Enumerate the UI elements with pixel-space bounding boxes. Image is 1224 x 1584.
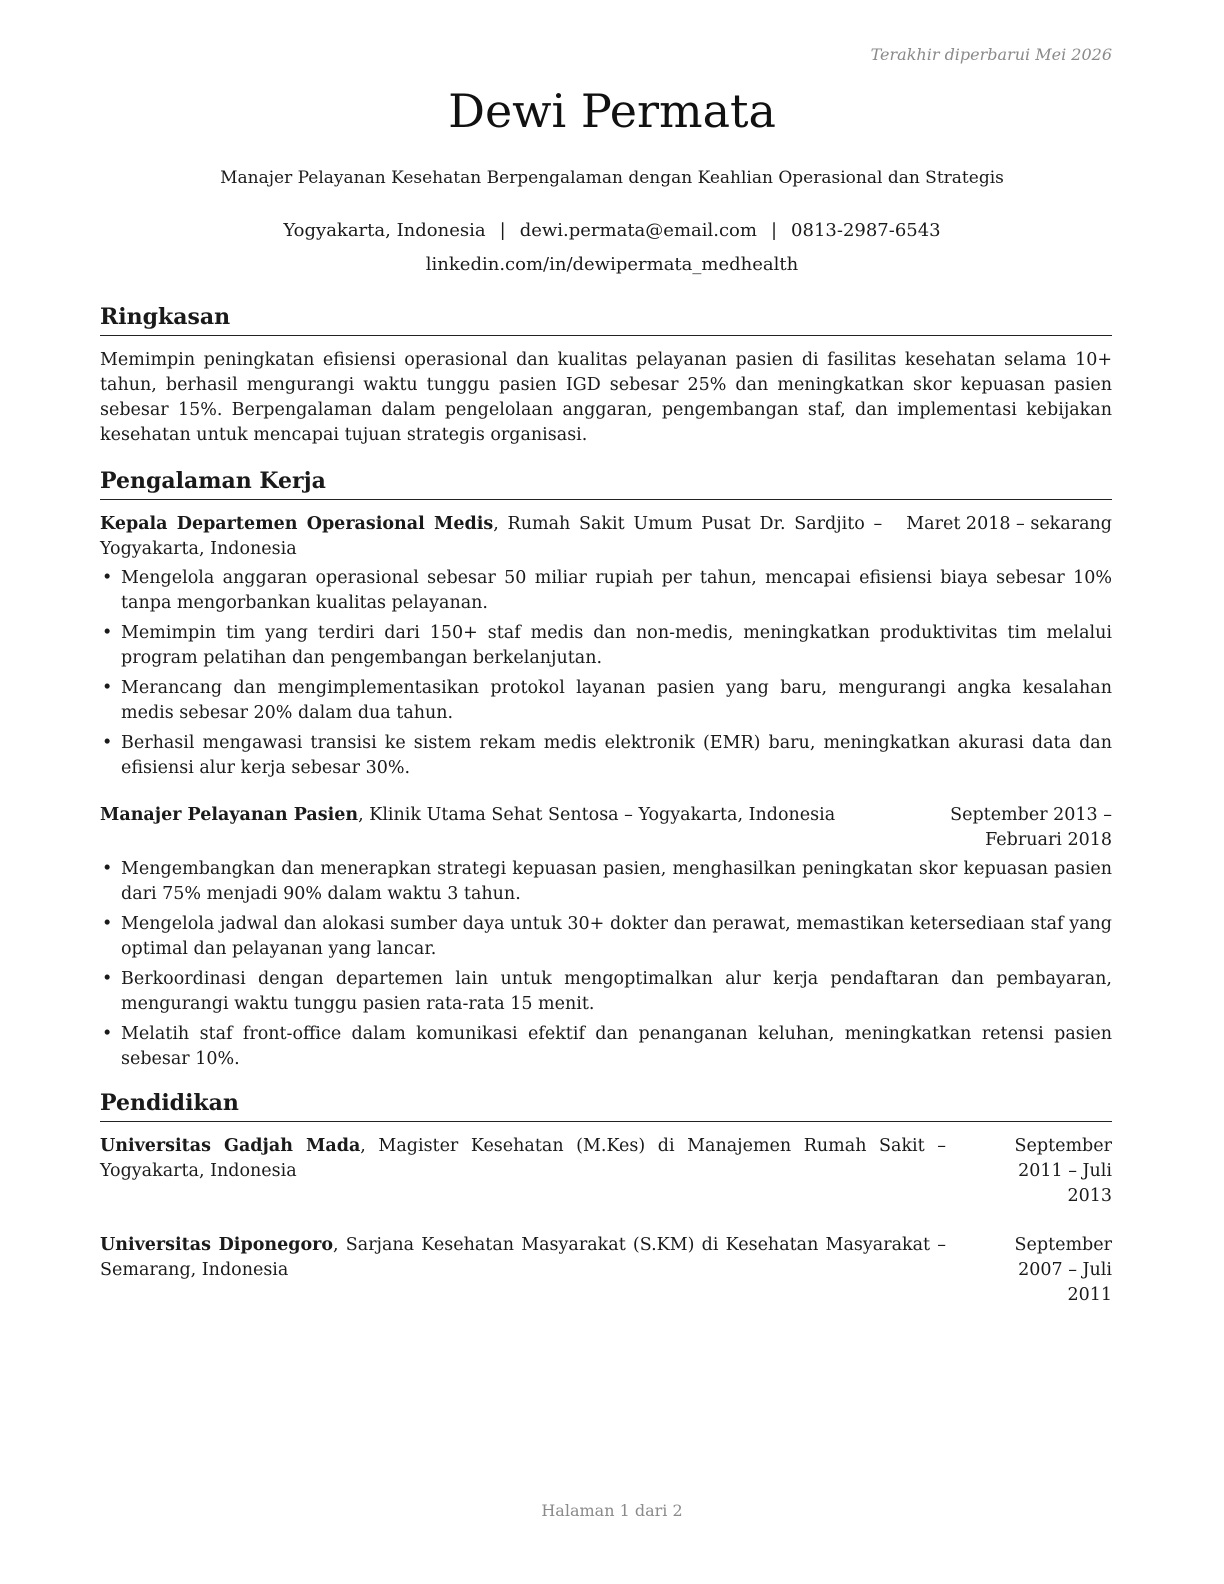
resume-body <box>100 300 1112 1332</box>
job-bullet: • Melatih staf front-office dalam komunikasi efektif dan penanganan keluhan, meningkatkan retensi pasien sebesar 10%. <box>100 1022 1112 1072</box>
job-organization: , Rumah Sakit Umum Pusat Dr. Sardjito – Yogyakarta, Indonesia <box>100 514 883 559</box>
section-title-education: Pendidikan <box>100 1086 1112 1122</box>
job-entry <box>100 803 1112 1072</box>
job-role: Kepala Departemen Operasional Medis <box>100 514 494 534</box>
contact-email[interactable]: dewi.permata@email.com <box>519 220 757 241</box>
job-bullet: • Mengelola jadwal dan alokasi sumber daya untuk 30+ dokter dan perawat, memastikan ketersediaan staf yang optimal dan pelayanan yang lancar. <box>100 912 1112 962</box>
contact-linkedin[interactable]: linkedin.com/in/dewipermata_medhealth <box>425 254 799 275</box>
page-number: Halaman 1 dari 2 <box>541 1501 683 1520</box>
job-bullet: • Memimpin tim yang terdiri dari 150+ staf medis dan non-medis, meningkatkan produktivitas tim melalui program pelatihan dan pengembangan berkelanjutan. <box>100 621 1112 671</box>
education-detail: , Magister Kesehatan (M.Kes) di Manajemen Rumah Sakit – Yogyakarta, Indonesia <box>100 1136 946 1181</box>
contact-phone: 0813-2987-6543 <box>791 220 941 241</box>
job-role: Manajer Pelayanan Pasien <box>100 805 359 825</box>
section-title-summary: Ringkasan <box>100 300 1112 336</box>
job-header <box>100 803 1112 853</box>
education-entry <box>100 1233 1112 1308</box>
candidate-name: Dewi Permata <box>448 84 776 138</box>
job-header <box>100 512 1112 562</box>
job-bullets <box>100 857 1112 1072</box>
contact-separator: | <box>770 220 778 241</box>
summary-section <box>100 300 1112 448</box>
education-section <box>100 1086 1112 1308</box>
job-dates: September 2013 – Februari 2018 <box>950 805 1112 850</box>
contact-location: Yogyakarta, Indonesia <box>283 220 486 241</box>
job-bullet: • Mengembangkan dan menerapkan strategi kepuasan pasien, menghasilkan peningkatan skor kepuasan pasien dari 75% menjadi 90% dalam waktu 3 tahun. <box>100 857 1112 907</box>
education-school: Universitas Diponegoro <box>100 1235 334 1255</box>
job-entry <box>100 512 1112 781</box>
education-school: Universitas Gadjah Mada <box>100 1136 361 1156</box>
summary-text: Memimpin peningkatan efisiensi operasional dan kualitas pelayanan pasien di fasilitas kesehatan selama 10+ tahun, berhasil mengurangi waktu tunggu pasien IGD sebesar 25% dan meningkatkan skor kepuasan pasien sebesar 15%. Berpengalaman dalam pengelolaan anggaran, pengembangan staf, dan implementasi kebijakan kesehatan untuk mencapai tujuan strategis organisasi. <box>100 350 1112 445</box>
job-organization: , Klinik Utama Sehat Sentosa – Yogyakarta, Indonesia <box>358 805 836 825</box>
job-dates: Maret 2018 – sekarang <box>906 514 1112 534</box>
education-dates: September 2011 – Juli 2013 <box>1014 1136 1112 1206</box>
education-dates: September 2007 – Juli 2011 <box>1014 1235 1112 1305</box>
job-bullet: • Merancang dan mengimplementasikan protokol layanan pasien yang baru, mengurangi angka kesalahan medis sebesar 20% dalam dua tahun. <box>100 676 1112 726</box>
job-bullets <box>100 566 1112 781</box>
education-entry <box>100 1134 1112 1209</box>
candidate-tagline: Manajer Pelayanan Kesehatan Berpengalaman dengan Keahlian Operasional dan Strategis <box>220 168 1004 188</box>
contact-separator: | <box>499 220 506 241</box>
education-line <box>100 1233 970 1283</box>
education-detail: , Sarjana Kesehatan Masyarakat (S.KM) di Kesehatan Masyarakat – Semarang, Indonesia <box>100 1235 946 1280</box>
job-title-line <box>100 803 872 828</box>
last-updated-note: Terakhir diperbarui Mei 2026 <box>870 45 1112 64</box>
job-bullet: • Berhasil mengawasi transisi ke sistem rekam medis elektronik (EMR) baru, meningkatkan akurasi data dan efisiensi alur kerja sebesar 30%. <box>100 731 1112 781</box>
experience-section <box>100 464 1112 1072</box>
job-bullet: • Berkoordinasi dengan departemen lain untuk mengoptimalkan alur kerja pendaftaran dan pembayaran, mengurangi waktu tunggu pasien rata-rata 15 menit. <box>100 967 1112 1017</box>
job-title-line <box>100 512 906 562</box>
job-bullet: • Mengelola anggaran operasional sebesar 50 miliar rupiah per tahun, mencapai efisiensi biaya sebesar 10% tanpa mengorbankan kualitas pelayanan. <box>100 566 1112 616</box>
contact-line <box>0 220 1224 241</box>
education-line <box>100 1134 970 1184</box>
section-title-experience: Pengalaman Kerja <box>100 464 1112 500</box>
